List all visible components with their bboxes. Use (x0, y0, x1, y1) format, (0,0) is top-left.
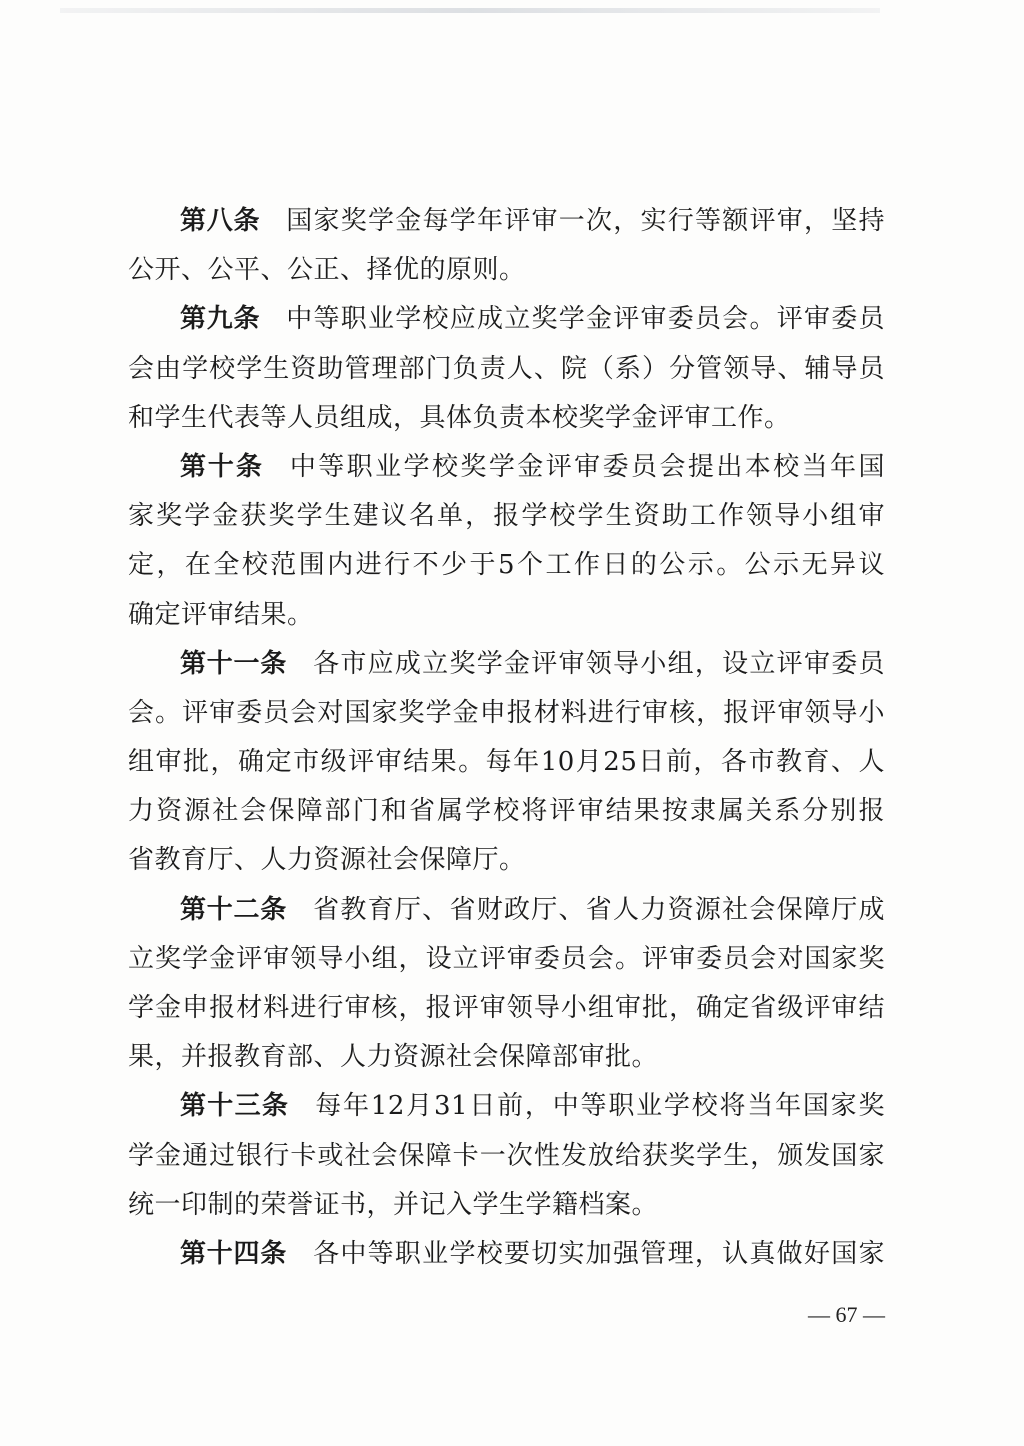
article-8-line-1 (128, 197, 885, 246)
document-body (128, 197, 885, 1279)
article-10-line-3: 定，在全校范围内进行不少于5个工作日的公示。公示无异议 (128, 550, 885, 581)
article-heading: 第十一条 (180, 648, 288, 679)
page-number: — 67 — (808, 1302, 885, 1327)
article-11-line-5: 省教育厅、人力资源社会保障厅。 (128, 845, 526, 876)
article-heading: 第十四条 (180, 1238, 288, 1269)
paragraph-text: 各中等职业学校要切实加强管理，认真做好国家 (313, 1238, 885, 1269)
article-heading: 第十条 (180, 451, 264, 482)
paragraph-text: 中等职业学校奖学金评审委员会提出本校当年国 (289, 451, 885, 482)
paragraph-text: 省教育厅、省财政厅、省人力资源社会保障厅成 (313, 894, 885, 925)
article-10-line-4: 确定评审结果。 (128, 599, 314, 630)
article-10-line-2: 家奖学金获奖学生建议名单，报学校学生资助工作领导小组审 (128, 501, 885, 532)
article-12-line-4: 果，并报教育部、人力资源社会保障部审批。 (128, 1042, 659, 1073)
article-8-line-2: 公开、公平、公正、择优的原则。 (128, 255, 526, 286)
article-12-line-1 (128, 886, 885, 935)
article-11-line-2: 会。评审委员会对国家奖学金申报材料进行审核，报评审领导小 (128, 697, 885, 728)
article-heading: 第十三条 (180, 1091, 290, 1122)
scan-edge-shadow (60, 8, 880, 13)
paragraph-text: 各市应成立奖学金评审领导小组，设立评审委员 (313, 648, 885, 679)
paragraph-text: 国家奖学金每学年评审一次，实行等额评审，坚持 (286, 206, 885, 236)
article-9-line-3: 和学生代表等人员组成，具体负责本校奖学金评审工作。 (128, 402, 791, 433)
article-9-line-1 (128, 295, 885, 344)
article-11-line-4: 力资源社会保障部门和省属学校将评审结果按隶属关系分别报 (128, 796, 885, 827)
article-13-line-1 (128, 1082, 885, 1131)
paragraph-text: 每年12月31日前，中等职业学校将当年国家奖 (315, 1091, 885, 1122)
article-9-line-2: 会由学校学生资助管理部门负责人、院（系）分管领导、辅导员 (128, 353, 885, 384)
article-11-line-1 (128, 640, 885, 689)
article-11-line-3: 组审批，确定市级评审结果。每年10月25日前，各市教育、人 (128, 747, 885, 778)
paragraph-text: 中等职业学校应成立奖学金评审委员会。评审委员 (286, 304, 885, 335)
article-12-line-3: 学金申报材料进行审核，报评审领导小组审批，确定省级评审结 (128, 993, 885, 1023)
article-13-line-2: 学金通过银行卡或社会保障卡一次性发放给获奖学生，颁发国家 (128, 1140, 885, 1171)
article-14-line-1 (128, 1230, 885, 1279)
article-heading: 第九条 (180, 304, 261, 335)
article-heading: 第十二条 (180, 894, 288, 925)
article-13-line-3: 统一印制的荣誉证书，并记入学生学籍档案。 (128, 1189, 659, 1220)
article-12-line-2: 立奖学金评审领导小组，设立评审委员会。评审委员会对国家奖 (128, 943, 885, 974)
article-heading: 第八条 (180, 206, 261, 236)
article-10-line-1 (128, 443, 885, 492)
